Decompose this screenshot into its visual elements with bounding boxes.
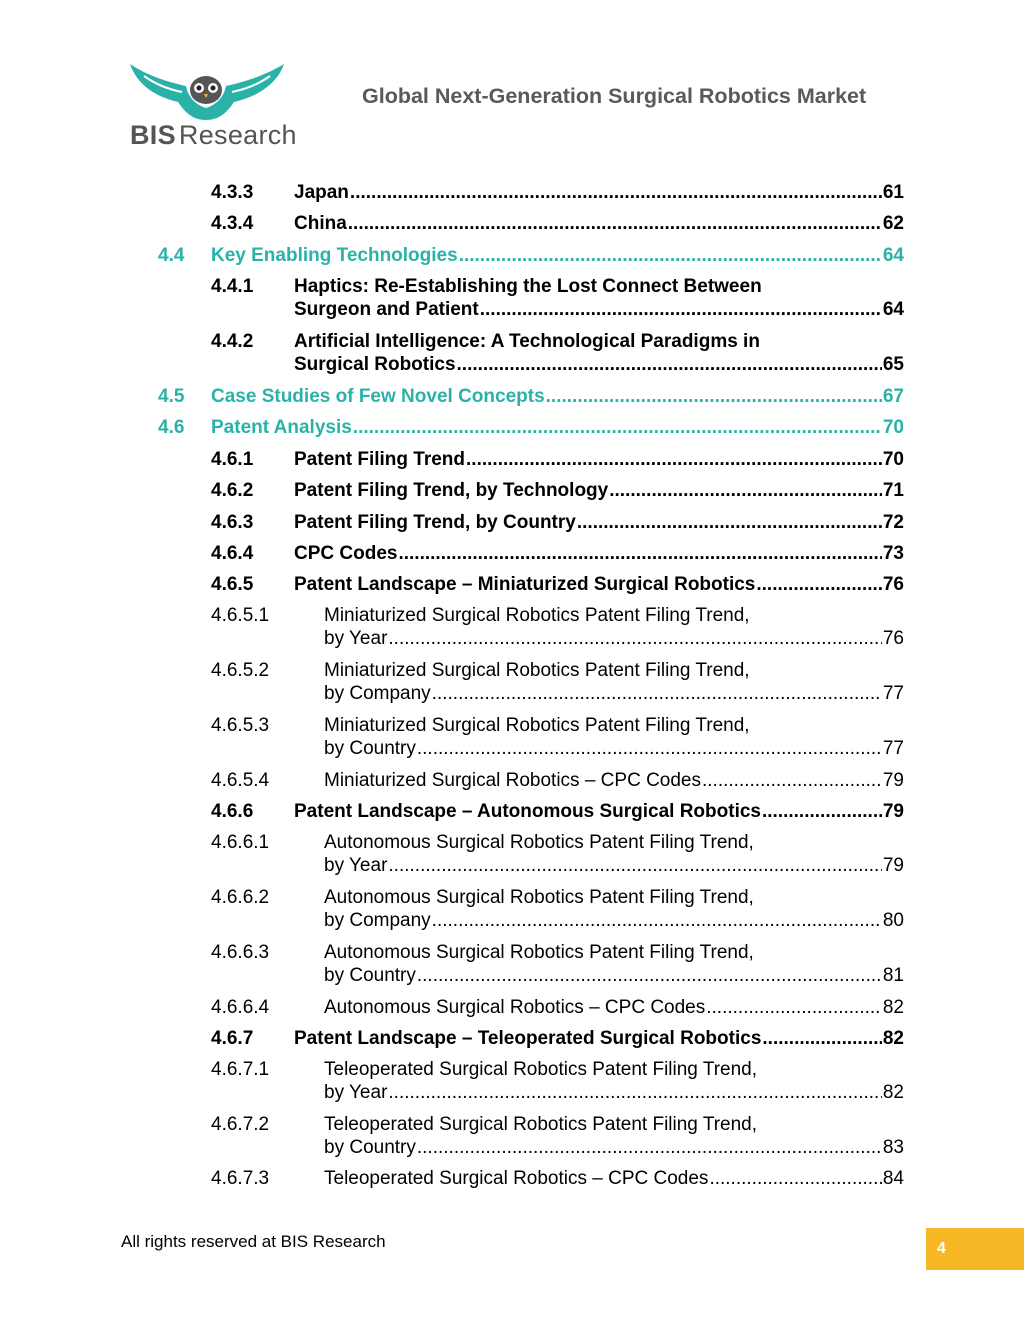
- toc-title: Teleoperated Surgical Robotics – CPC Codes: [324, 1168, 709, 1189]
- toc-title: Patent Filing Trend: [294, 449, 466, 470]
- toc-leader-dots: [353, 416, 882, 439]
- toc-page-number: 70: [882, 449, 904, 470]
- toc-page-number: 61: [882, 182, 904, 203]
- toc-number: 4.6.4: [211, 543, 254, 564]
- toc-title-continuation: by Country: [324, 1137, 416, 1158]
- toc-number: 4.6.7.3: [211, 1168, 270, 1189]
- toc-title-continuation: by Year: [324, 1082, 388, 1103]
- footer-copyright: All rights reserved at BIS Research: [121, 1232, 386, 1251]
- toc-number: 4.6.5.4: [211, 770, 270, 791]
- toc-leader-dots: [388, 854, 881, 877]
- toc-number: 4.6.1: [211, 449, 254, 470]
- toc-title: Japan: [294, 182, 349, 203]
- toc-page-number: 81: [882, 965, 904, 986]
- toc-page-number: 79: [882, 801, 904, 822]
- toc-number: 4.5: [158, 386, 185, 407]
- toc-number: 4.6.5: [211, 574, 254, 595]
- toc-title: Miniaturized Surgical Robotics – CPC Codes: [324, 770, 701, 791]
- toc-leader-dots: [459, 244, 882, 267]
- toc-title: Autonomous Surgical Robotics Patent Filing Trend,: [324, 942, 754, 963]
- logo-text-bold: BIS: [130, 120, 176, 150]
- toc-title: Teleoperated Surgical Robotics Patent Filing Trend,: [324, 1114, 758, 1135]
- toc-title: Patent Landscape – Autonomous Surgical Robotics: [294, 801, 761, 822]
- toc-page-number: 79: [882, 770, 904, 791]
- toc-page-number: 82: [882, 997, 904, 1018]
- toc-title: Haptics: Re-Establishing the Lost Connect Between: [294, 276, 762, 297]
- toc-number: 4.6.6.2: [211, 887, 270, 908]
- toc-title-continuation: by Country: [324, 965, 416, 986]
- toc-number: 4.4.1: [211, 276, 254, 297]
- toc-leader-dots: [762, 800, 882, 823]
- toc-page-number: 64: [882, 245, 904, 266]
- toc-leader-dots: [417, 964, 882, 987]
- toc-page-number: 71: [882, 480, 904, 501]
- toc-title: Patent Filing Trend, by Country: [294, 512, 576, 533]
- toc-leader-dots: [350, 181, 882, 204]
- toc-title: Patent Landscape – Miniaturized Surgical Robotics: [294, 574, 756, 595]
- toc-title: Teleoperated Surgical Robotics Patent Filing Trend,: [324, 1059, 758, 1080]
- toc-leader-dots: [762, 1027, 881, 1050]
- toc-title: Artificial Intelligence: A Technological Paradigms in: [294, 331, 760, 352]
- toc-title-continuation: by Year: [324, 855, 388, 876]
- toc-title-continuation: Surgeon and Patient: [294, 299, 479, 320]
- page-number: 4: [937, 1240, 946, 1257]
- toc-leader-dots: [432, 909, 882, 932]
- toc-number: 4.4: [158, 245, 185, 266]
- toc-number: 4.6.6.1: [211, 832, 270, 853]
- logo-text-light: Research: [178, 120, 297, 150]
- toc-number: 4.6.7: [211, 1028, 254, 1049]
- toc-number: 4.6: [158, 417, 185, 438]
- toc-leader-dots: [709, 1167, 881, 1190]
- toc-leader-dots: [417, 1136, 882, 1159]
- toc-number: 4.6.5.2: [211, 660, 270, 681]
- toc-page-number: 77: [882, 738, 904, 759]
- toc-number: 4.3.3: [211, 182, 254, 203]
- toc-leader-dots: [388, 627, 881, 650]
- toc-number: 4.6.6: [211, 801, 254, 822]
- toc-title: Miniaturized Surgical Robotics Patent Filing Trend,: [324, 715, 750, 736]
- toc-title: Key Enabling Technologies: [211, 245, 458, 266]
- toc-leader-dots: [348, 212, 882, 235]
- toc-page-number: 82: [882, 1082, 904, 1103]
- toc-page-number: 64: [882, 299, 904, 320]
- toc-leader-dots: [702, 769, 882, 792]
- toc-title: Autonomous Surgical Robotics – CPC Codes: [324, 997, 706, 1018]
- toc-title-continuation: by Company: [324, 910, 431, 931]
- toc-number: 4.6.6.3: [211, 942, 270, 963]
- toc-leader-dots: [457, 353, 882, 376]
- toc-title: China: [294, 213, 347, 234]
- toc-page-number: 72: [882, 512, 904, 533]
- toc-leader-dots: [577, 511, 882, 534]
- toc-page-number: 77: [882, 683, 904, 704]
- toc-title: Patent Filing Trend, by Technology: [294, 480, 609, 501]
- toc-leader-dots: [417, 737, 882, 760]
- toc-number: 4.6.5.1: [211, 605, 270, 626]
- toc-number: 4.6.5.3: [211, 715, 270, 736]
- toc-title-continuation: by Country: [324, 738, 416, 759]
- toc-title: Miniaturized Surgical Robotics Patent Filing Trend,: [324, 605, 750, 626]
- toc-number: 4.3.4: [211, 213, 254, 234]
- toc-leader-dots: [398, 542, 881, 565]
- toc-page-number: 73: [882, 543, 904, 564]
- toc-title: Autonomous Surgical Robotics Patent Filing Trend,: [324, 832, 754, 853]
- toc-page-number: 70: [882, 417, 904, 438]
- toc-title-continuation: by Company: [324, 683, 431, 704]
- toc-page-number: 83: [882, 1137, 904, 1158]
- toc-number: 4.6.6.4: [211, 997, 270, 1018]
- toc-page-number: 82: [882, 1028, 904, 1049]
- toc-page-number: 80: [882, 910, 904, 931]
- toc-leader-dots: [609, 479, 882, 502]
- toc-page-number: 84: [882, 1168, 904, 1189]
- document-title: Global Next-Generation Surgical Robotics Market: [362, 84, 867, 108]
- toc-leader-dots: [706, 996, 882, 1019]
- toc-number: 4.6.2: [211, 480, 254, 501]
- toc-page-number: 67: [882, 386, 904, 407]
- toc-leader-dots: [756, 573, 881, 596]
- toc-title: Autonomous Surgical Robotics Patent Filing Trend,: [324, 887, 754, 908]
- toc-leader-dots: [432, 682, 882, 705]
- toc-page-number: 79: [882, 855, 904, 876]
- toc-number: 4.6.7.1: [211, 1059, 270, 1080]
- toc-title: Miniaturized Surgical Robotics Patent Filing Trend,: [324, 660, 750, 681]
- toc-number: 4.6.7.2: [211, 1114, 270, 1135]
- toc-page-number: 76: [882, 574, 904, 595]
- toc-page-number: 65: [882, 354, 904, 375]
- toc-page-number: 62: [882, 213, 904, 234]
- toc-number: 4.4.2: [211, 331, 254, 352]
- toc-title: Patent Landscape – Teleoperated Surgical Robotics: [294, 1028, 762, 1049]
- toc-title: Patent Analysis: [211, 417, 352, 438]
- toc-leader-dots: [546, 385, 882, 408]
- toc-title: Case Studies of Few Novel Concepts: [211, 386, 545, 407]
- toc-title-continuation: Surgical Robotics: [294, 354, 456, 375]
- toc-leader-dots: [388, 1081, 881, 1104]
- toc-number: 4.6.3: [211, 512, 254, 533]
- toc-leader-dots: [466, 448, 882, 471]
- toc-page-number: 76: [882, 628, 904, 649]
- toc-leader-dots: [480, 298, 882, 321]
- toc-title-continuation: by Year: [324, 628, 388, 649]
- toc-title: CPC Codes: [294, 543, 398, 564]
- page-number-badge: [926, 1228, 1024, 1270]
